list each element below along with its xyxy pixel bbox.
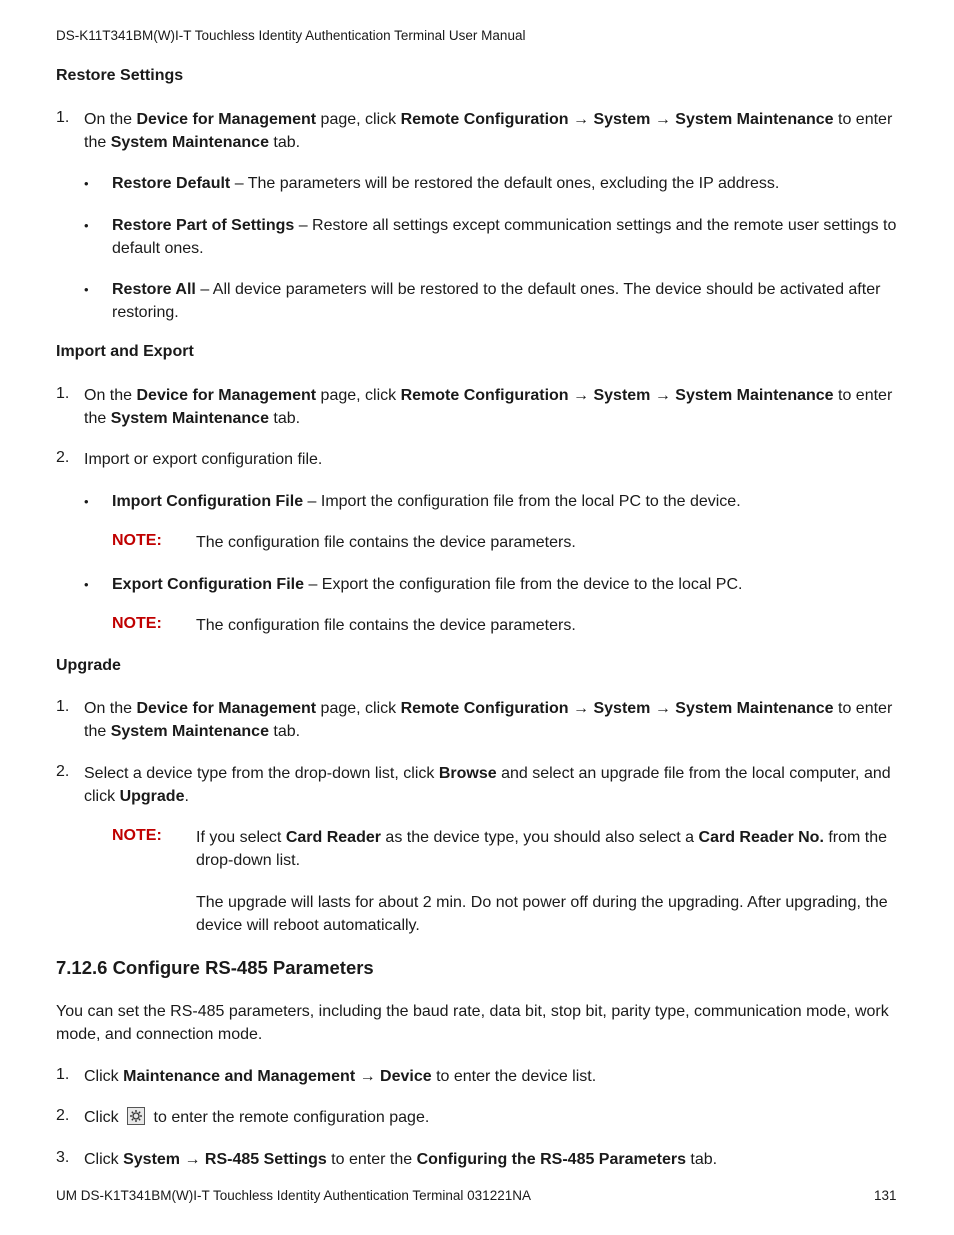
- bullet-dot: •: [84, 218, 89, 233]
- restore-all-item: Restore All – All device parameters will be restored to the default ones. The device should be activated after restoring.: [112, 281, 881, 321]
- page-number: 131: [874, 1188, 897, 1203]
- restore-step-1: On the Device for Management page, click Remote Configuration → System → System Maintenance to enter the System Maintenance tab.: [84, 111, 893, 151]
- upgrade-heading: Upgrade: [56, 657, 121, 674]
- export-config-item: Export Configuration File – Export the configuration file from the device to the local PC.: [112, 576, 743, 593]
- restore-part-item: Restore Part of Settings – Restore all settings except communication settings and the remote user settings to default ones.: [112, 217, 897, 257]
- page-footer: UM DS-K1T341BM(W)I-T Touchless Identity Authentication Terminal 031221NA: [56, 1188, 531, 1203]
- step-number: 1.: [56, 385, 70, 402]
- bullet-dot: •: [84, 282, 89, 297]
- step-number: 2.: [56, 1107, 70, 1124]
- bullet-dot: •: [84, 176, 89, 191]
- upgrade-note-text-2: The upgrade will lasts for about 2 min. Do not power off during the upgrading. After upgrading, the device will reboot automatically.: [196, 894, 888, 934]
- rs485-intro: You can set the RS-485 parameters, including the baud rate, data bit, stop bit, parity type, communication mode, work mode, and connection mode.: [56, 1003, 889, 1043]
- note-text: The configuration file contains the device parameters.: [196, 617, 576, 634]
- step-number: 2.: [56, 763, 70, 780]
- step-number: 3.: [56, 1149, 70, 1166]
- upgrade-step-1: On the Device for Management page, click Remote Configuration → System → System Maintenance to enter the System Maintenance tab.: [84, 700, 893, 740]
- import-export-step-2: Import or export configuration file.: [84, 451, 323, 468]
- upgrade-step-2: Select a device type from the drop-down list, click Browse and select an upgrade file from the local computer, and click Upgrade.: [84, 765, 891, 805]
- restore-default-item: Restore Default – The parameters will be restored the default ones, excluding the IP address.: [112, 175, 780, 192]
- bullet-dot: •: [84, 577, 89, 592]
- rs485-step-3: Click System → RS-485 Settings to enter the Configuring the RS-485 Parameters tab.: [84, 1151, 718, 1168]
- note-text: The configuration file contains the device parameters.: [196, 534, 576, 551]
- step-number: 1.: [56, 1066, 70, 1083]
- note-label: NOTE:: [112, 827, 162, 844]
- rs485-step-1: Click Maintenance and Management → Device to enter the device list.: [84, 1068, 597, 1085]
- upgrade-note-text: If you select Card Reader as the device type, you should also select a Card Reader No. from the drop-down list.: [196, 829, 888, 869]
- rs485-step-2: Click to enter the remote configuration page.: [84, 1109, 430, 1126]
- restore-settings-heading: Restore Settings: [56, 67, 184, 84]
- note-label: NOTE:: [112, 532, 162, 549]
- step-number: 2.: [56, 449, 70, 466]
- bullet-dot: •: [84, 494, 89, 509]
- import-config-item: Import Configuration File – Import the configuration file from the local PC to the device.: [112, 493, 741, 510]
- gear-icon: [127, 1107, 145, 1125]
- note-label: NOTE:: [112, 615, 162, 632]
- import-export-step-1: On the Device for Management page, click Remote Configuration → System → System Maintenance to enter the System Maintenance tab.: [84, 387, 893, 427]
- step-number: 1.: [56, 698, 70, 715]
- section-title: 7.12.6 Configure RS-485 Parameters: [56, 957, 374, 978]
- page-header: DS-K11T341BM(W)I-T Touchless Identity Authentication Terminal User Manual: [56, 28, 526, 43]
- import-export-heading: Import and Export: [56, 343, 194, 360]
- step-number: 1.: [56, 109, 70, 126]
